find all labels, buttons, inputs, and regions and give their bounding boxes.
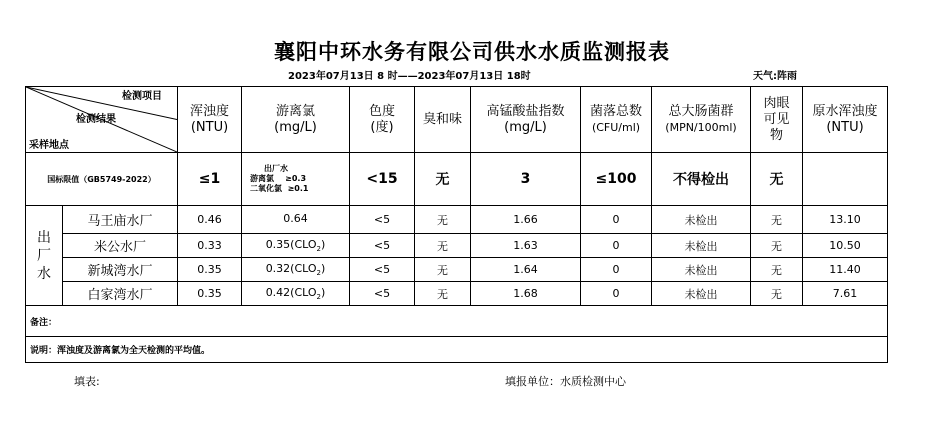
limit-permanganate: 3: [471, 153, 581, 206]
report-unit: 填报单位：水质检测中心: [505, 375, 626, 388]
filler-label: 填表:: [74, 375, 100, 388]
limit-turbidity: ≤1: [178, 153, 242, 206]
header-row: [26, 87, 888, 153]
limits-label: 国标限值（GB5749-2022）: [26, 153, 178, 206]
plant-name: 白家湾水厂: [63, 282, 178, 306]
coliform-value: 未检出: [652, 282, 751, 306]
raw-turbidity-value: 13.10: [803, 206, 888, 234]
turbidity-value: 0.35: [178, 282, 242, 306]
plant-name: 米公水厂: [63, 234, 178, 258]
explanation-text: 说明：浑浊度及游离氯为全天检测的平均值。: [26, 337, 888, 363]
report-period: 2023年07月13日 8 时——2023年07月13日 18时: [288, 71, 531, 82]
plant-name: 马王庙水厂: [63, 206, 178, 234]
table-row: [26, 258, 888, 282]
limit-coliform: 不得检出: [652, 153, 751, 206]
col-header-color: 色度 (度): [350, 87, 415, 153]
permanganate-value: 1.68: [471, 282, 581, 306]
turbidity-value: 0.46: [178, 206, 242, 234]
bacteria-value: 0: [581, 258, 652, 282]
report-title: 襄阳中环水务有限公司供水水质监测报表: [274, 39, 670, 64]
visible-value: 无: [751, 282, 803, 306]
chlorine-value: $0.35(CLO_2)$: [242, 234, 350, 258]
water-quality-table: [25, 86, 888, 363]
color-value: <5: [350, 258, 415, 282]
visible-value: 无: [751, 234, 803, 258]
remarks-label: 备注：: [26, 306, 888, 337]
raw-turbidity-value: 7.61: [803, 282, 888, 306]
col-header-chlorine: 游离氯 (mg/L): [242, 87, 350, 153]
bacteria-value: 0: [581, 234, 652, 258]
corner-result-label: 检测结果: [76, 114, 116, 125]
col-header-coliform: 总大肠菌群 (MPN/100ml): [652, 87, 751, 153]
odor-value: 无: [415, 234, 471, 258]
bacteria-value: 0: [581, 282, 652, 306]
weather-label: 天气:阵雨: [753, 71, 797, 82]
turbidity-value: 0.33: [178, 234, 242, 258]
turbidity-value: 0.35: [178, 258, 242, 282]
coliform-value: 未检出: [652, 234, 751, 258]
table-row: [26, 206, 888, 234]
limits-row: [26, 153, 888, 206]
remarks-row: [26, 306, 888, 337]
col-header-permanganate: 高锰酸盐指数 (mg/L): [471, 87, 581, 153]
raw-turbidity-value: 11.40: [803, 258, 888, 282]
col-header-raw-turbidity: 原水浑浊度 (NTU): [803, 87, 888, 153]
permanganate-value: 1.66: [471, 206, 581, 234]
col-header-bacteria: 菌落总数 (CFU/ml): [581, 87, 652, 153]
limit-color: <15: [350, 153, 415, 206]
color-value: <5: [350, 206, 415, 234]
limit-chlorine: 出厂水 游离氯 ≥0.3 二氧化氯 ≥0.1: [242, 153, 350, 206]
corner-site-label: 采样地点: [29, 140, 69, 151]
col-header-visible: 肉眼 可见 物: [751, 87, 803, 153]
col-header-odor: 臭和味: [415, 87, 471, 153]
corner-item-label: 检测项目: [122, 91, 162, 102]
odor-value: 无: [415, 258, 471, 282]
plant-group-label: 出 厂 水: [26, 206, 63, 306]
chlorine-value: $0.32(CLO_2)$: [242, 258, 350, 282]
raw-turbidity-value: 10.50: [803, 234, 888, 258]
color-value: <5: [350, 234, 415, 258]
visible-value: 无: [751, 258, 803, 282]
permanganate-value: 1.63: [471, 234, 581, 258]
limit-bacteria: ≤100: [581, 153, 652, 206]
odor-value: 无: [415, 206, 471, 234]
limit-visible: 无: [751, 153, 803, 206]
table-row: [26, 282, 888, 306]
visible-value: 无: [751, 206, 803, 234]
diagonal-header-cell: [26, 87, 178, 153]
plant-name: 新城湾水厂: [63, 258, 178, 282]
table-row: [26, 234, 888, 258]
chlorine-value: 0.64: [242, 206, 350, 234]
explanation-row: [26, 337, 888, 363]
permanganate-value: 1.64: [471, 258, 581, 282]
chlorine-value: $0.42(CLO_2)$: [242, 282, 350, 306]
limit-raw-turbidity: [803, 153, 888, 206]
bacteria-value: 0: [581, 206, 652, 234]
odor-value: 无: [415, 282, 471, 306]
coliform-value: 未检出: [652, 258, 751, 282]
color-value: <5: [350, 282, 415, 306]
coliform-value: 未检出: [652, 206, 751, 234]
col-header-turbidity: 浑浊度 (NTU): [178, 87, 242, 153]
limit-odor: 无: [415, 153, 471, 206]
